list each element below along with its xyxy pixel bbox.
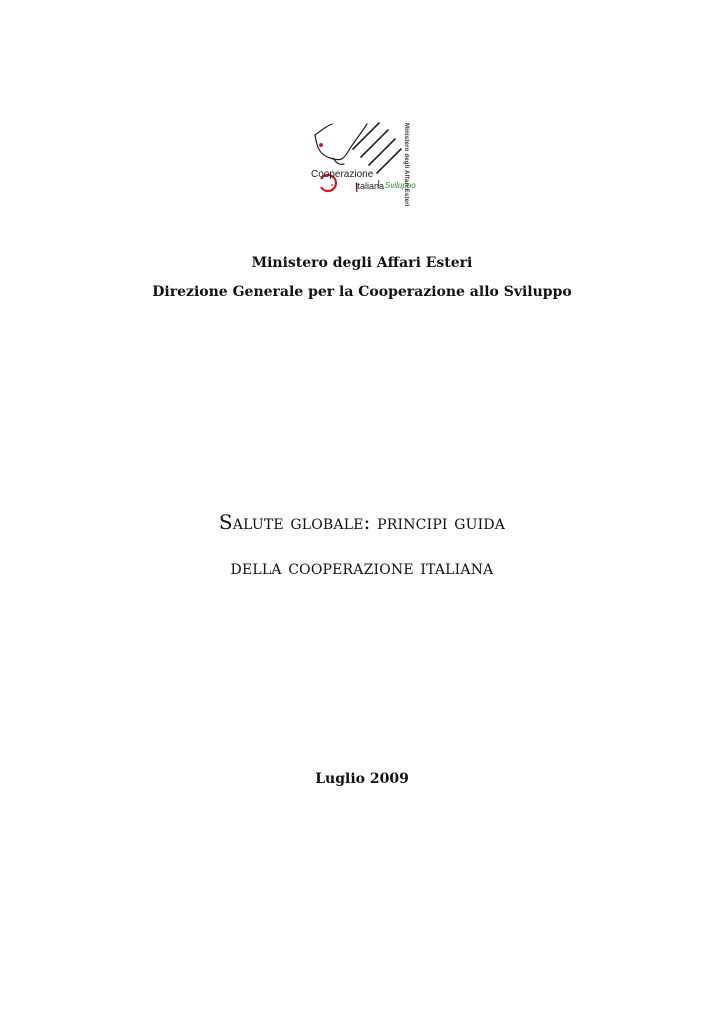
cooperazione-logo <box>305 115 425 207</box>
logo-text-italiana: Italiana <box>355 181 385 191</box>
logo-text-sviluppo: Sviluppo <box>385 181 416 190</box>
document-title-line-2: della cooperazione italiana <box>230 555 494 579</box>
publication-date: Luglio 2009 <box>315 771 409 787</box>
ministry-heading: Ministero degli Affari Esteri <box>251 255 473 271</box>
document-title-line-1: Salute globale: principi guida <box>218 510 506 534</box>
logo-text-ministero: Ministero degli Affari Esteri <box>403 123 409 207</box>
logo-text-cooperazione: Cooperazione <box>311 169 374 180</box>
direction-heading: Direzione Generale per la Cooperazione allo Sviluppo <box>152 284 572 300</box>
